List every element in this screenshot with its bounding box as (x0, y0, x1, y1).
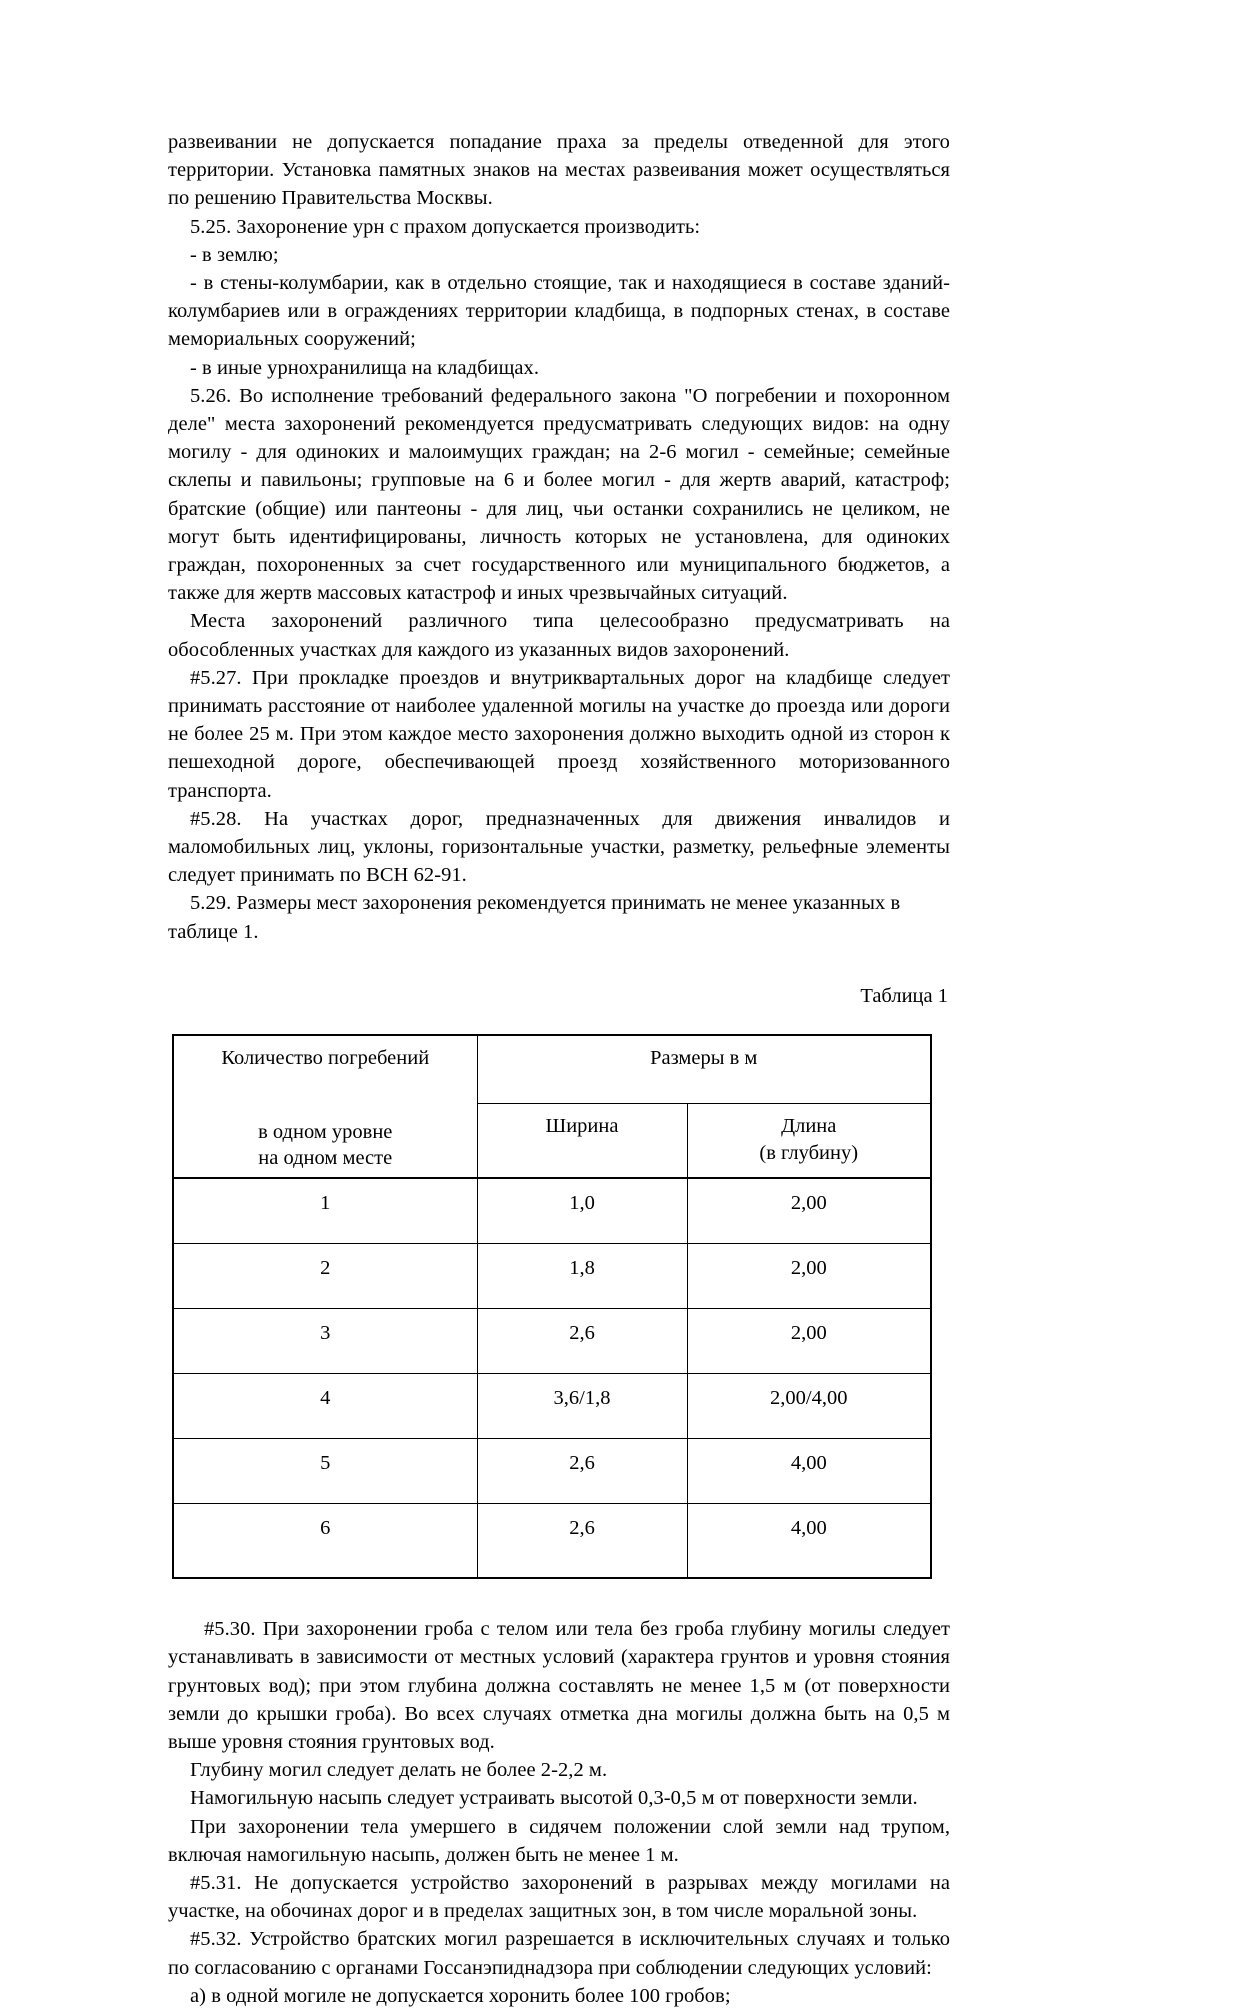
table-row (173, 1244, 931, 1309)
paragraph-intro: развеивании не допускается попадание праха за пределы отведенной для этого территории. Установка памятных знаков на местах развеивания может осуществляться по решению Правительства Москвы. (168, 131, 950, 210)
paragraph-5-30: #5.30. При захоронении гроба с телом или тела без гроба глубину могилы следует устанавливать в зависимости от местных условий (характера грунтов и уровня стояния грунтовых вод); при этом глубина должна составлять не менее 1,5 м (от поверхности земли до крышки гроба). Во всех случаях отметка дна могилы должна быть на 0,5 м выше уровня стояния грунтовых вод. (168, 1618, 950, 1753)
table-row (173, 1439, 931, 1504)
paragraph-glubina-mogil: Глубину могил следует делать не более 2-2,2 м. (190, 1759, 608, 1782)
cell-width: 3,6/1,8 (477, 1374, 687, 1439)
header-cell-sizes: Размеры в м (477, 1035, 931, 1104)
document-body (168, 128, 950, 2010)
cell-count: 3 (173, 1309, 477, 1374)
table-row (173, 1504, 931, 1579)
paragraph-5-32: #5.32. Устройство братских могил разрешается в исключительных случаях и только по согласованию с органами Госсанэпиднадзора при соблюдении следующих условий: (168, 1928, 950, 1979)
paragraph-5-25: 5.25. Захоронение урн с прахом допускается производить: (190, 215, 701, 238)
table-head (173, 1035, 931, 1178)
header-count-sub-line1: в одном уровне (258, 1121, 393, 1144)
paragraph-sidyachee-polozhenie: При захоронении тела умершего в сидячем положении слой земли над трупом, включая намогильную насыпь, должен быть не менее 1 м. (168, 1815, 950, 1866)
spacer-before-table-caption (168, 946, 950, 982)
paragraph-mesta-zahoronenij: Места захоронений различного типа целесообразно предусматривать на обособленных участках для каждого из указанных видов захоронений. (168, 610, 950, 661)
cell-length: 2,00 (687, 1178, 931, 1244)
paragraph-5-26: 5.26. Во исполнение требований федерального закона "О погребении и похоронном деле" места захоронений рекомендуется предусматривать следующих видов: на одну могилу - для одиноких и малоимущих граждан; на 2-6 могил - семейные; семейные склепы и павильоны; групповые на 6 и более могил - для жертв аварий, катастроф; братские (общие) или пантеоны - для лиц, чьи останки сохранились не целиком, не могут быть идентифицированы, личность которых не установлена, для одиноких граждан, похороненных за счет государственного или муниципального бюджетов, а также для жертв массовых катастроф и иных чрезвычайных ситуаций. (168, 384, 950, 605)
paragraph-5-32-item-a: а) в одной могиле не допускается хоронить более 100 гробов; (190, 1984, 731, 2007)
header-cell-width: Ширина (477, 1104, 687, 1179)
cell-length: 4,00 (687, 1504, 931, 1579)
spacer-after-table (168, 1579, 950, 1615)
paragraph-5-25-item-b: - в стены-колумбарии, как в отдельно стоящие, так и находящиеся в составе зданий-колумбариев или в ограждениях территории кладбища, в подпорных стенах, в составе мемориальных сооружений; (168, 272, 950, 351)
cell-count: 2 (173, 1244, 477, 1309)
header-length-line2: (в глубину) (759, 1142, 859, 1165)
cell-length: 2,00 (687, 1309, 931, 1374)
paragraph-5-27: #5.27. При прокладке проездов и внутриквартальных дорог на кладбище следует принимать расстояние от наиболее удаленной могилы на участке до проезда или дороги не более 25 м. При этом каждое место захоронения должно выходить одной из сторон к пешеходной дороге, обеспечивающей проезд хозяйственного моторизованного транспорта. (168, 666, 950, 802)
cell-width: 2,6 (477, 1504, 687, 1579)
paragraph-5-31: #5.31. Не допускается устройство захоронений в разрывах между могилами на участке, на обочинах дорог и в пределах защитных зон, в том числе моральной зоны. (168, 1871, 950, 1923)
burial-dimensions-table (172, 1034, 932, 1579)
paragraph-namogilnaya-nasyp: Намогильную насыпь следует устраивать высотой 0,3-0,5 м от поверхности земли. (190, 1787, 918, 1810)
paragraph-5-29: 5.29. Размеры мест захоронения рекомендуется принимать не менее указанных в таблице 1. (168, 892, 901, 943)
header-length-line1: Длина (781, 1115, 837, 1138)
header-cell-length (687, 1104, 931, 1179)
cell-count: 5 (173, 1439, 477, 1504)
cell-count: 1 (173, 1178, 477, 1244)
cell-width: 2,6 (477, 1309, 687, 1374)
cell-length: 4,00 (687, 1439, 931, 1504)
paragraph-5-28: #5.28. На участках дорог, предназначенных для движения инвалидов и маломобильных лиц, уклоны, горизонтальные участки, разметку, рельефные элементы следует принимать по ВСН 62-91. (168, 807, 950, 887)
table-caption: Таблица 1 (860, 984, 948, 1007)
table-body (173, 1178, 931, 1578)
cell-length: 2,00/4,00 (687, 1374, 931, 1439)
table-row (173, 1178, 931, 1244)
table-row (173, 1309, 931, 1374)
cell-width: 1,8 (477, 1244, 687, 1309)
header-count-sub-line2: на одном месте (258, 1147, 393, 1170)
table-header-row-top (173, 1035, 931, 1104)
cell-width: 2,6 (477, 1439, 687, 1504)
cell-count: 4 (173, 1374, 477, 1439)
header-cell-count (173, 1035, 477, 1178)
table-row (173, 1374, 931, 1439)
paragraph-5-25-item-a: - в землю; (190, 243, 279, 266)
spacer-after-table-caption (168, 1010, 950, 1034)
cell-count: 6 (173, 1504, 477, 1579)
header-count-title: Количество погребений (221, 1047, 430, 1070)
cell-length: 2,00 (687, 1244, 931, 1309)
paragraph-5-25-item-c: - в иные урнохранилища на кладбищах. (190, 356, 540, 379)
cell-width: 1,0 (477, 1178, 687, 1244)
